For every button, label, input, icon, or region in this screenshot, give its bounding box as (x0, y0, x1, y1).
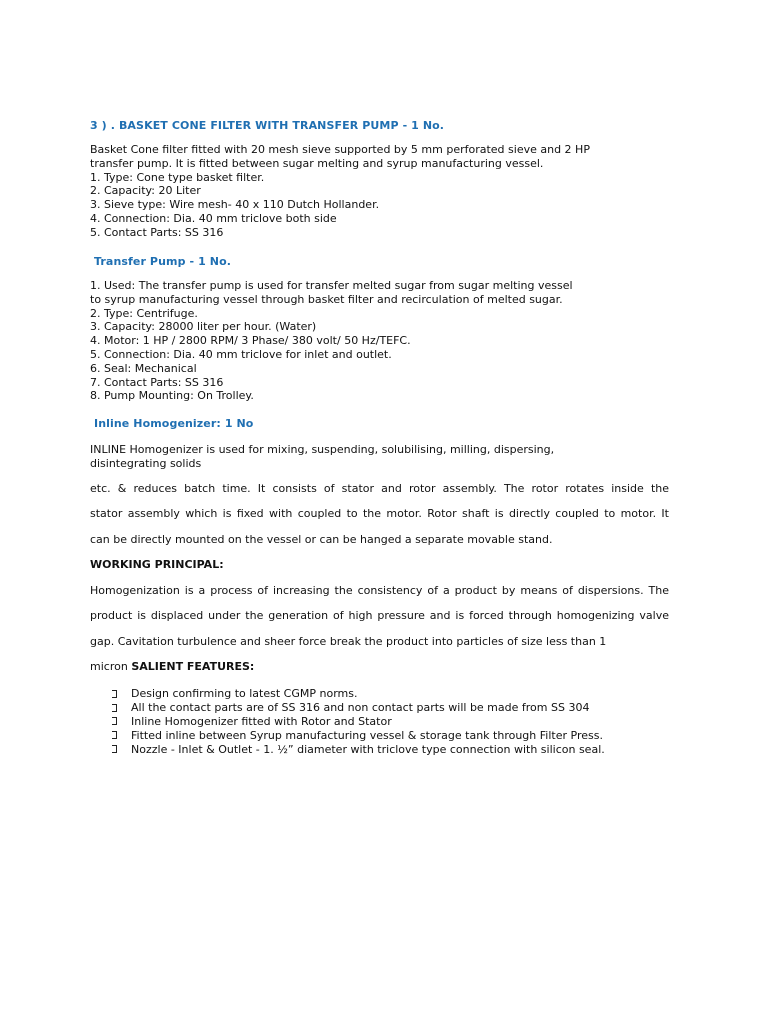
working-principal-heading: WORKING PRINCIPAL: (90, 558, 224, 571)
text-line: 8. Pump Mounting: On Trolley. (90, 389, 254, 403)
text-line: 5. Contact Parts: SS 316 (90, 225, 224, 239)
list-item (112, 687, 605, 701)
list-item (112, 742, 605, 756)
homogenizer-paragraph-line: can be directly mounted on the vessel or can be hanged a separate movable stand. (90, 533, 553, 546)
section-title-transfer-pump: Transfer Pump - 1 No. (94, 255, 232, 268)
section-title-inline-homogenizer: Inline Homogenizer: 1 No (94, 417, 254, 430)
list-item (112, 715, 605, 729)
text-line: 4. Connection: Dia. 40 mm triclove both side (90, 211, 337, 225)
text-line: 2. Capacity: 20 Liter (90, 184, 201, 198)
text-line: disintegrating solids (90, 456, 202, 470)
feature-text: All the contact parts are of SS 316 and non contact parts will be made from SS 304 (131, 701, 590, 715)
salient-features-heading: SALIENT FEATURES: (131, 660, 255, 673)
text-line: 5. Connection: Dia. 40 mm triclove for inlet and outlet. (90, 347, 392, 361)
text-line: 3. Capacity: 28000 liter per hour. (Water) (90, 320, 317, 334)
text-line: to syrup manufacturing vessel through basket filter and recirculation of melted sugar. (90, 292, 563, 306)
text-line: transfer pump. It is fitted between sugar melting and syrup manufacturing vessel. (90, 156, 544, 170)
text-line: 6. Seal: Mechanical (90, 361, 197, 375)
bullet-icon (112, 704, 117, 712)
text-line: Basket Cone filter fitted with 20 mesh sieve supported by 5 mm perforated sieve and 2 HP (90, 143, 590, 156)
homogenizer-paragraph-line: etc. & reduces batch time. It consists of stator and rotor assembly. The rotor rotates inside the (90, 482, 669, 495)
bullet-icon (112, 731, 117, 739)
working-paragraph-line: Homogenization is a process of increasing the consistency of a product by means of dispersions. The (90, 584, 669, 597)
text-line: INLINE Homogenizer is used for mixing, suspending, solubilising, milling, dispersing, (90, 443, 555, 456)
text-line: 1. Used: The transfer pump is used for transfer melted sugar from sugar melting vessel (90, 279, 573, 292)
text-line: 2. Type: Centrifuge. (90, 306, 198, 320)
list-item (112, 701, 605, 715)
text-line: 7. Contact Parts: SS 316 (90, 375, 224, 389)
working-paragraph-line: product is displaced under the generation of high pressure and is forced through homogenizing valve (90, 609, 669, 622)
bullet-icon (112, 690, 117, 698)
working-paragraph-line: gap. Cavitation turbulence and sheer force break the product into particles of size less than 1 (90, 635, 607, 648)
feature-text: Nozzle - Inlet & Outlet - 1. ½” diameter with triclove type connection with silicon seal. (131, 742, 605, 756)
transfer-pump-description (90, 279, 573, 403)
homogenizer-paragraph-line: stator assembly which is fixed with coupled to the motor. Rotor shaft is directly coupled to motor. It (90, 507, 669, 520)
text-line: 1. Type: Cone type basket filter. (90, 170, 265, 184)
bullet-icon (112, 745, 117, 753)
homogenizer-intro (90, 443, 554, 471)
feature-text: Fitted inline between Syrup manufacturing vessel & storage tank through Filter Press. (131, 728, 603, 742)
section-title-basket-cone-filter: 3 ) . BASKET CONE FILTER WITH TRANSFER PUMP - 1 No. (90, 119, 445, 132)
feature-text: Design confirming to latest CGMP norms. (131, 687, 358, 701)
text-line: 3. Sieve type: Wire mesh- 40 x 110 Dutch Hollander. (90, 198, 380, 212)
list-item (112, 728, 605, 742)
salient-features-line (90, 660, 254, 673)
basket-filter-description (90, 143, 590, 240)
text-line: 4. Motor: 1 HP / 2800 RPM/ 3 Phase/ 380 volt/ 50 Hz/TEFC. (90, 334, 411, 348)
bullet-icon (112, 717, 117, 725)
feature-text: Inline Homogenizer fitted with Rotor and Stator (131, 714, 392, 728)
micron-text: micron (90, 660, 132, 673)
features-list (112, 687, 605, 756)
